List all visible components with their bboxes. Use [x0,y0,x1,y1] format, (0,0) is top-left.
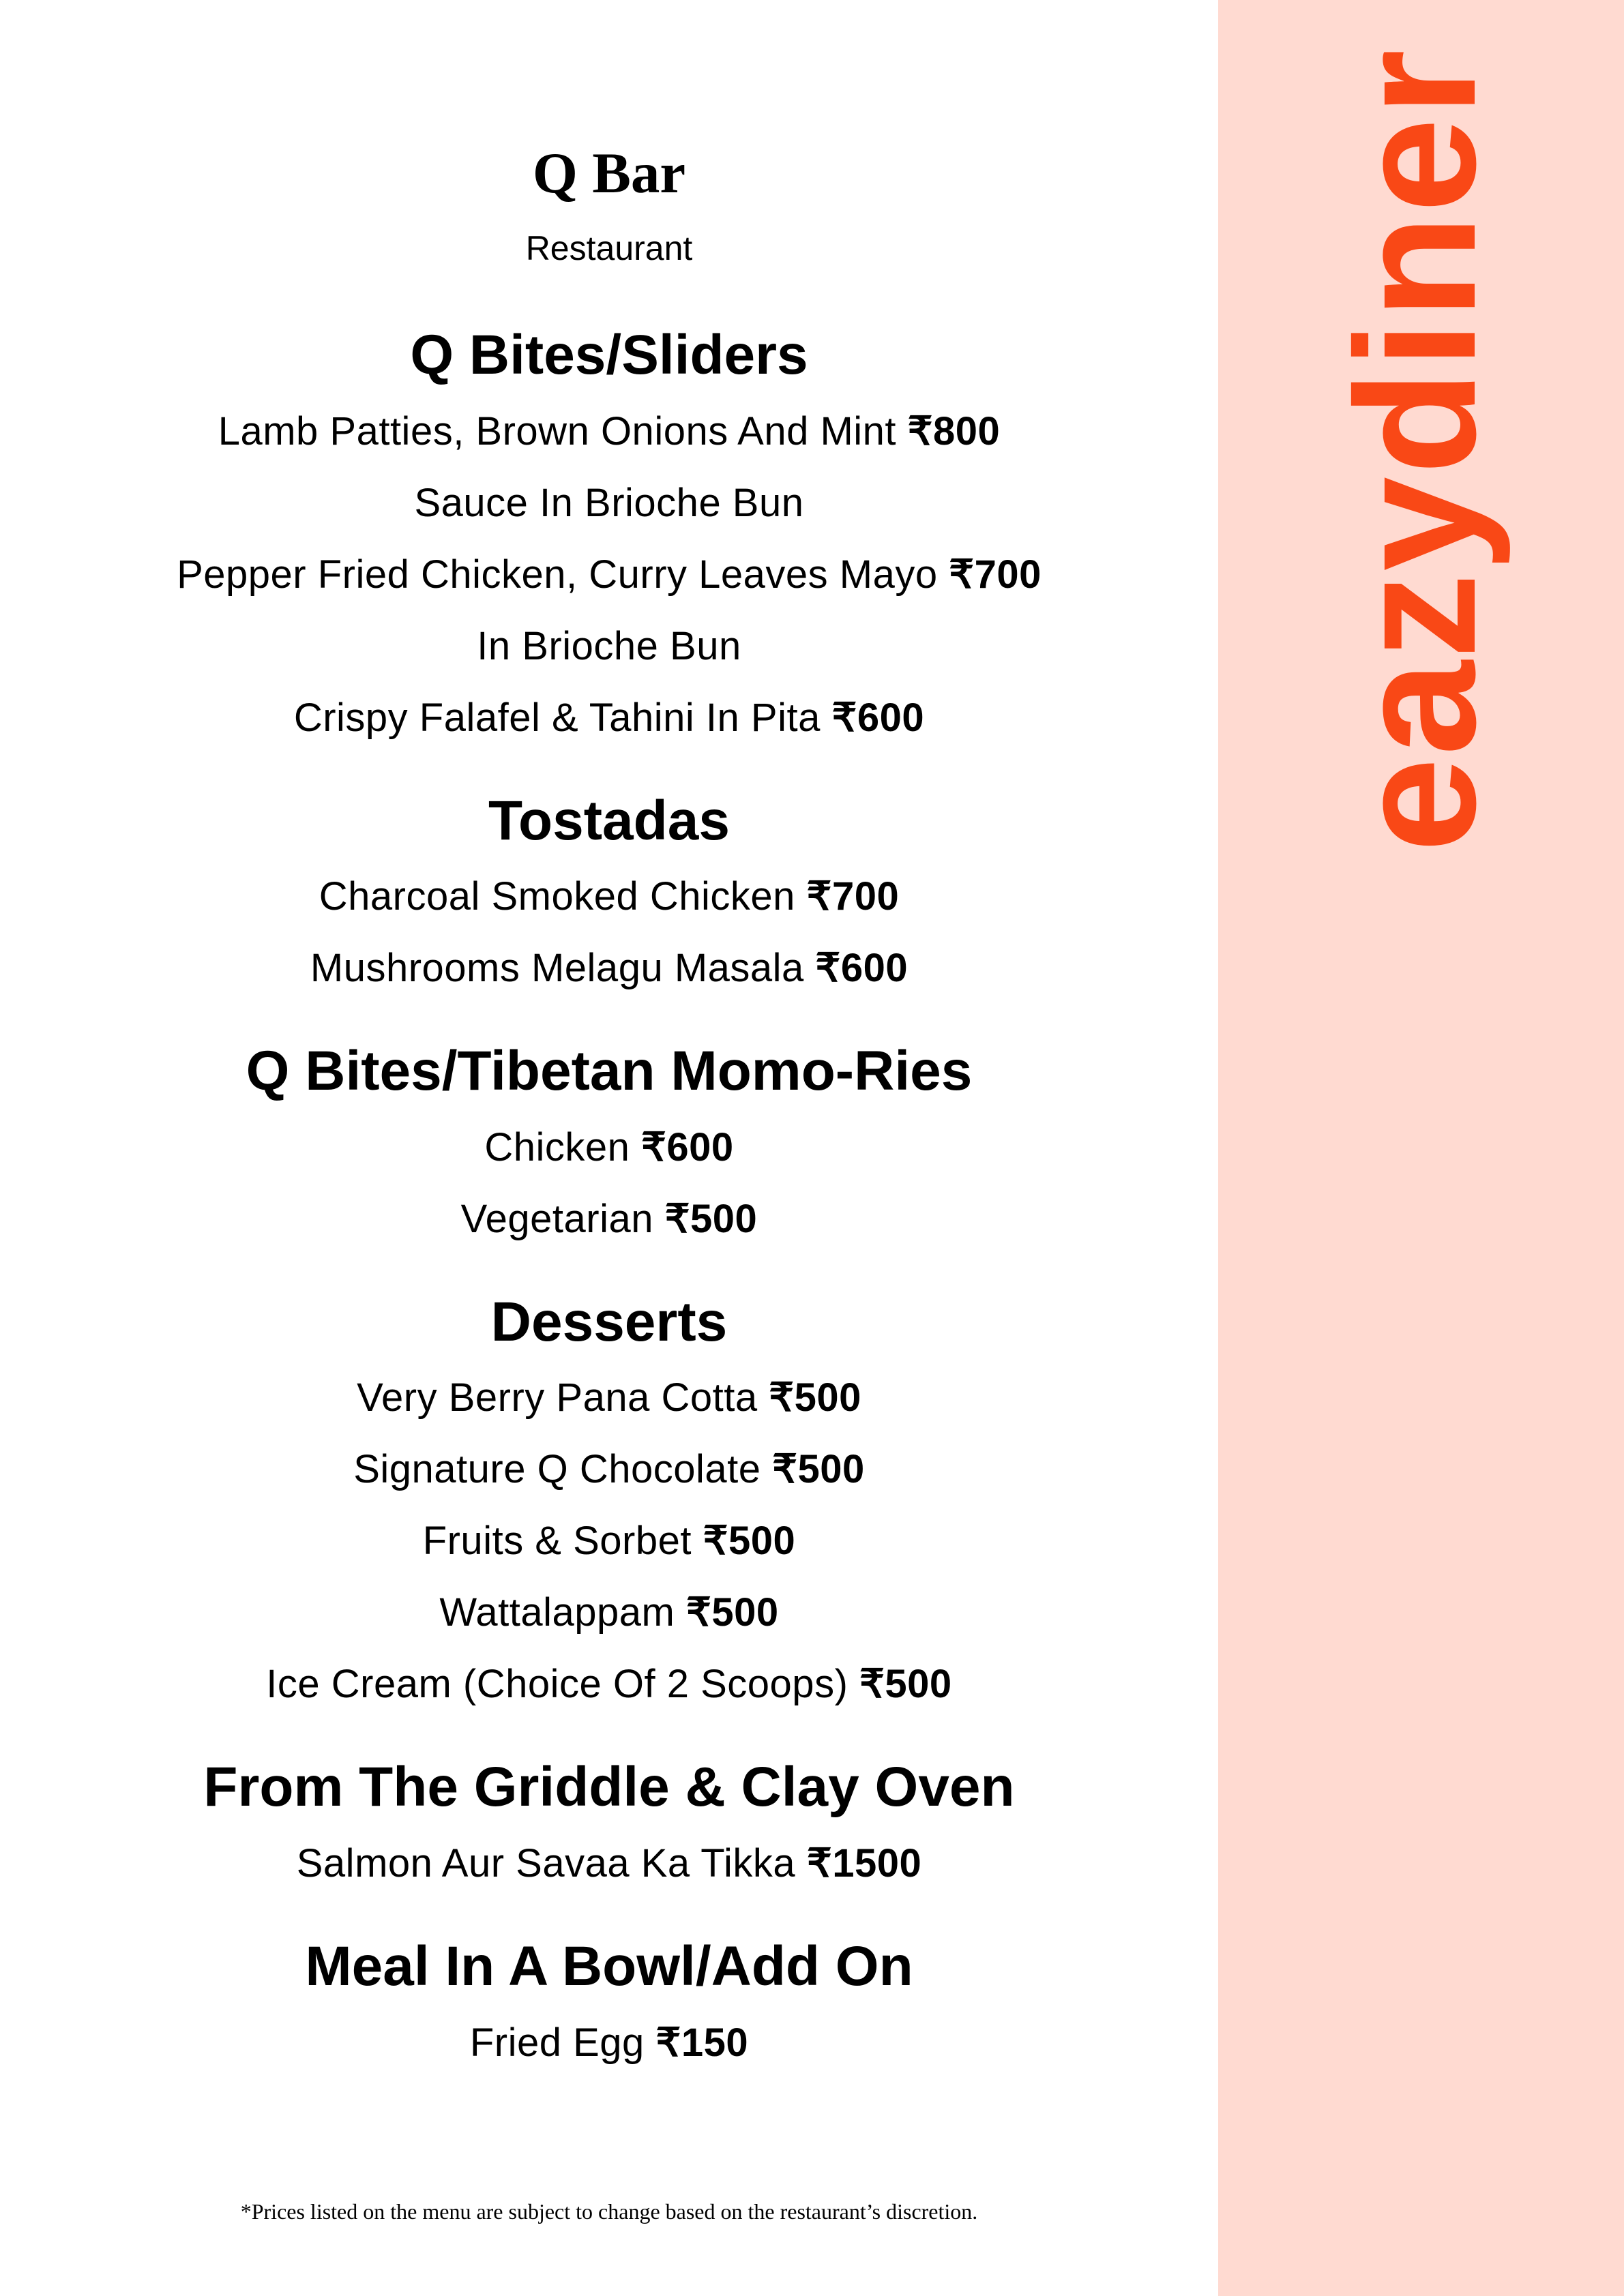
item-price: ₹600 [641,1124,734,1169]
item-price: ₹150 [655,2020,749,2065]
item-name: Salmon Aur Savaa Ka Tikka [296,1840,796,1885]
item-name: In Brioche Bun [477,623,741,668]
eazydiner-logo: eazydiner [1320,47,1511,852]
item-name: Lamb Patties, Brown Onions And Mint [218,408,897,453]
item-name: Signature Q Chocolate [353,1447,761,1492]
menu-section [0,1926,1218,2078]
item-name: Fruits & Sorbet [422,1519,692,1564]
item-name: Vegetarian [460,1196,654,1241]
item-price: ₹1500 [806,1840,922,1885]
item-name: Wattalappam [439,1590,675,1635]
menu-item [0,1433,1218,1505]
menu-item [0,932,1218,1004]
item-price: ₹500 [769,1375,861,1420]
menu-section [0,781,1218,1004]
item-name: Sauce In Brioche Bun [414,480,804,525]
price-disclaimer: *Prices listed on the menu are subject to change based on the restaurant’s discretion. [240,2199,978,2224]
menu-section [0,1747,1218,1899]
menu-item [0,396,1218,467]
item-name: Pepper Fried Chicken, Curry Leaves Mayo [177,552,938,597]
item-price: ₹600 [815,946,909,991]
menu-item [0,1183,1218,1255]
menu-item [0,1577,1218,1648]
item-price: ₹500 [859,1662,952,1707]
menu-item [0,2007,1218,2078]
item-name: Chicken [484,1124,630,1169]
item-price: ₹600 [831,695,925,740]
item-price: ₹800 [907,408,1001,453]
item-price: ₹500 [772,1447,865,1492]
item-price: ₹500 [664,1196,758,1241]
section-title: Desserts [490,1290,728,1353]
item-price: ₹700 [949,552,1042,597]
menu-item [0,682,1218,754]
menu-section [0,1031,1218,1255]
item-name: Very Berry Pana Cotta [357,1375,758,1420]
section-title: Q Bites/Tibetan Momo-Ries [246,1040,973,1103]
item-name: Charcoal Smoked Chicken [319,874,795,919]
item-name: Ice Cream (Choice Of 2 Scoops) [266,1662,848,1707]
menu-item [0,1648,1218,1720]
menu-section [0,1282,1218,1720]
menu-item [0,1505,1218,1577]
item-name: Mushrooms Melagu Masala [310,946,804,991]
menu-item [0,861,1218,932]
menu-item [0,539,1218,610]
menu-item [0,1828,1218,1899]
section-title: Q Bites/Sliders [410,324,808,386]
section-title: Tostadas [488,789,730,852]
restaurant-name: Q Bar [532,141,686,205]
item-price: ₹500 [686,1590,779,1635]
menu-item [0,467,1218,539]
restaurant-type: Restaurant [525,229,693,267]
section-title: From The Griddle & Clay Oven [203,1756,1015,1819]
menu-item [0,1112,1218,1183]
item-price: ₹700 [806,874,900,919]
menu-sections [0,315,1218,2078]
item-price: ₹500 [703,1519,796,1564]
menu-section [0,315,1218,754]
item-name: Crispy Falafel & Tahini In Pita [293,695,821,740]
menu-item [0,610,1218,682]
section-title: Meal In A Bowl/Add On [305,1935,913,1997]
menu-item [0,1362,1218,1433]
item-name: Fried Egg [469,2020,645,2065]
